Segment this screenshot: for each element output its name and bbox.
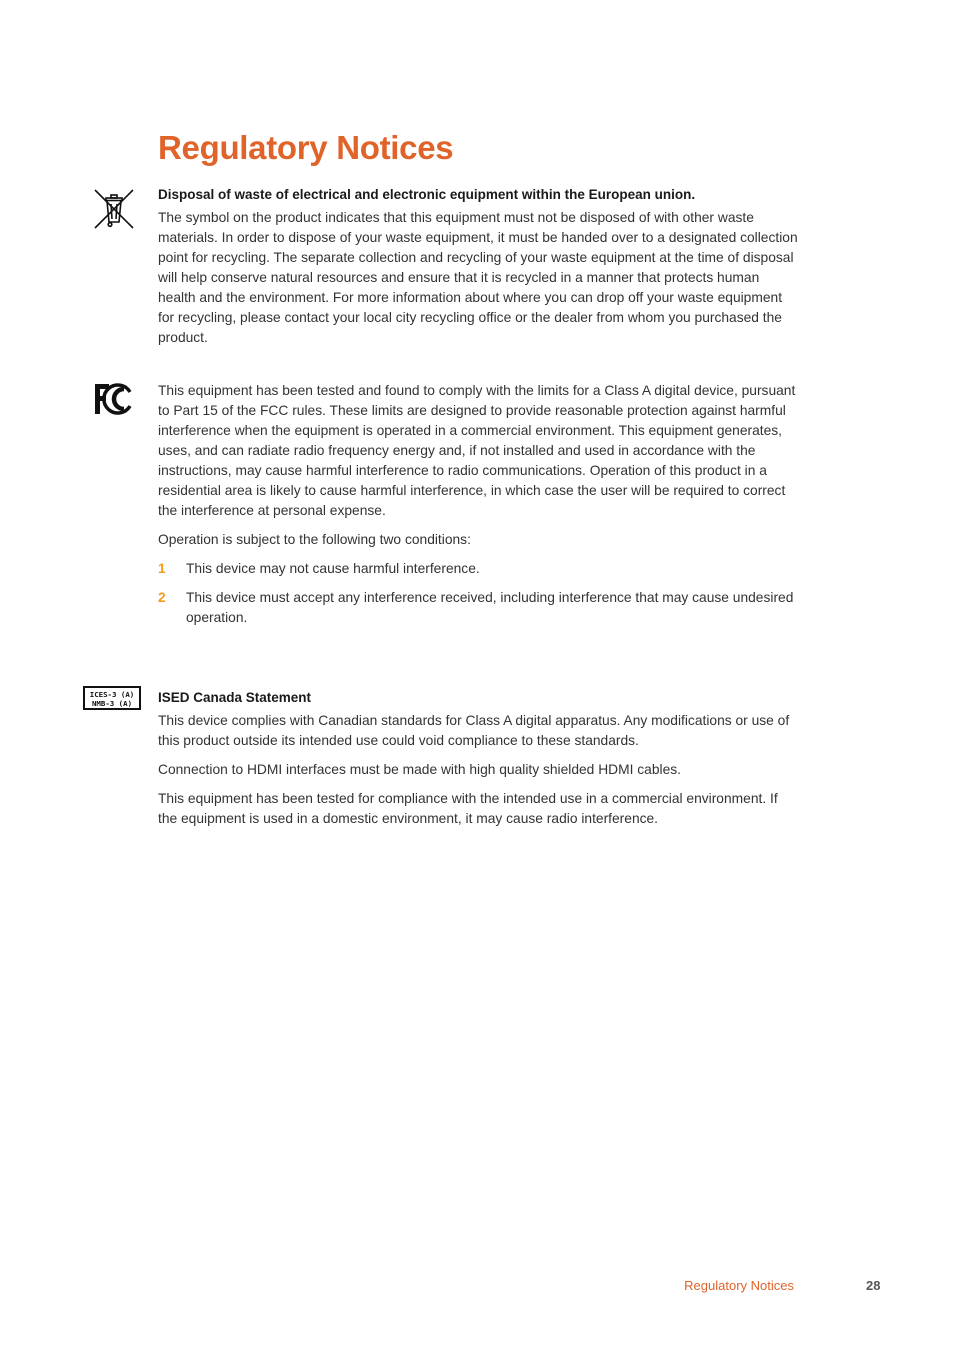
- fcc-conditions-intro: Operation is subject to the following two conditions:: [158, 532, 471, 547]
- weee-section: [158, 185, 798, 357]
- page-number: 28: [866, 1278, 881, 1293]
- list-number: 2: [158, 590, 166, 605]
- weee-crossed-bin-icon: [93, 188, 135, 230]
- ised-heading: ISED Canada Statement: [158, 690, 312, 705]
- fcc-body: This equipment has been tested and found to comply with the limits for a Class A digital device, pursuant to Part 15 of the FCC rules. These limits are designed to provide reasonable protection against harmful interference when the equipment is operated in a commercial environment. This equipment generates, uses, and can radiate radio frequency energy and, if not installed and used in accordance with the instructions, may cause harmful interference to radio communications. Operation of this product in a residential area is likely to cause harmful interference, in which case the user will be required to correct the interference at personal expense.: [158, 383, 796, 518]
- ised-section: [158, 688, 798, 838]
- badge-line-2: NMB-3 (A): [91, 698, 133, 708]
- fcc-logo-icon: [94, 383, 134, 415]
- list-text: This device may not cause harmful interference.: [186, 561, 480, 576]
- weee-body: The symbol on the product indicates that this equipment must not be disposed of with other waste materials. In order to dispose of your waste equipment, it must be handed over to a designated collection point for recycling. The separate collection and recycling of your waste equipment at the time of disposal will help conserve natural resources and ensure that it is recycled in a manner that protects human health and the environment. For more information about where you can drop off your waste equipment for recycling, please contact your local city recycling office or the dealer from whom you purchased the product.: [158, 210, 798, 345]
- fcc-section: [158, 381, 798, 637]
- list-item: [158, 559, 798, 579]
- ices-nmb-badge-icon: [83, 686, 141, 710]
- page-title: Regulatory Notices: [158, 129, 454, 166]
- list-item: [158, 588, 798, 628]
- badge-line-1: ICES-3 (A): [89, 689, 135, 699]
- ised-paragraph: This device complies with Canadian standards for Class A digital apparatus. Any modifications or use of this product outside its intended use could void compliance to these standards.: [158, 713, 790, 748]
- weee-heading: Disposal of waste of electrical and electronic equipment within the European union.: [158, 187, 696, 202]
- ised-paragraph: Connection to HDMI interfaces must be made with high quality shielded HDMI cables.: [158, 762, 681, 777]
- ised-paragraph: This equipment has been tested for compliance with the intended use in a commercial environment. If the equipment is used in a domestic environment, it may cause radio interference.: [158, 791, 778, 826]
- list-number: 1: [158, 561, 166, 576]
- footer-section-label: Regulatory Notices: [684, 1278, 794, 1293]
- list-text: This device must accept any interference received, including interference that may cause undesired operation.: [186, 590, 794, 625]
